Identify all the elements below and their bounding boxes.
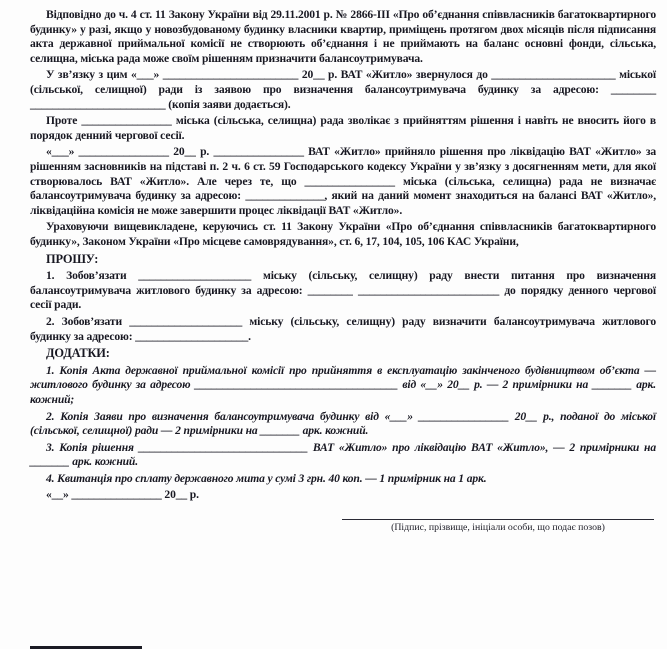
paragraph-application: У зв’язку з цим «___» ________________________ 20__ р. ВАТ «Житло» звернулося до ______________________ міської (сільської, селищної) ради із заявою про визначення балансоутримувача будинку за адресою: ________ ________________________ (копія заяви додається). bbox=[30, 68, 656, 111]
annex-item-1: 1. Копія Акта державної приймальної комісії про прийняття в експлуатацію закінченого будівництвом об’єкта — житлового будинку за адресою ____________________________________ від «__» 20__ р. — 2 примірники на _______ арк. кожний; bbox=[30, 363, 656, 406]
date-line: «__» ________________ 20__ р. bbox=[46, 488, 199, 502]
annex-item-3: 3. Копія рішення ______________________________ ВАТ «Житло» про ліквідацію ВАТ «Житло», — 2 примірники на _______ арк. кожний. bbox=[30, 440, 656, 469]
paragraph-legal-basis: Відповідно до ч. 4 ст. 11 Закону України від 29.11.2001 р. № 2866-III «Про об’єднання співвласників багатоквартирного будинку» у разі, якщо у новозбудованому будинку власники квартир, приміщень протягом двох місяців після підписання акта державної приймальної комісії не створюють об’єднання і не приймають на баланс основні фонди, сільська, селищна, міська рада може своїм рішенням призначити балансоутримувача. bbox=[30, 8, 656, 65]
annex-heading: ДОДАТКИ: bbox=[46, 346, 110, 361]
annex-item-4: 4. Квитанція про сплату державного мита у сумі 3 грн. 40 коп. — 1 примірник на 1 арк. bbox=[46, 471, 487, 485]
request-item-2: 2. Зобов’язати ____________________ міську (сільську, селищну) раду визначити балансоутримувача житлового будинку за адресою: ____________________. bbox=[30, 314, 656, 343]
annex-item-2: 2. Копія Заяви про визначення балансоутримувача будинку від «___» ________________ 20__ р., поданої до міської (сільської, селищної) ради — 2 примірники на _______ арк. кожний. bbox=[30, 409, 656, 438]
paragraph-legal-grounds: Ураховуючи вищевикладене, керуючись ст. 11 Закону України «Про об’єднання співвласників багатоквартирного будинку», Законом України «Про місцеве самоврядування», ст. 6, 17, 104, 105, 106 КАС України, bbox=[30, 220, 656, 248]
request-heading: ПРОШУ: bbox=[46, 251, 99, 266]
signature-block bbox=[342, 519, 654, 534]
paragraph-liquidation: «___» ________________ 20__ р. ________________ ВАТ «Житло» прийняло рішення про ліквідацію ВАТ «Житло» за рішенням засновників на підставі п. 2 ч. 6 ст. 59 Господарського кодексу України у зв’язку з досягненням мети, для якої створювалось ВАТ «Житло». Але через те, що ________________ міська (сільська, селищна) рада не визначає балансоутримувача будинку за адресою: ______________, який на даний момент знаходиться на балансі ВАТ «Житло», ліквідаційна комісія не може завершити процес ліквідації ВАТ «Житло». bbox=[30, 145, 656, 217]
request-item-1: 1. Зобов’язати ____________________ міську (сільську, селищну) раду внести питання про визначення балансоутримувача житлового будинку за адресою: ________ _________________________ до порядку денного чергової сесії ради. bbox=[30, 269, 656, 312]
paragraph-council-delay: Проте ________________ міська (сільська, селищна) рада зволікає з прийняттям рішення і навіть не вносить його в порядок денний чергової сесії. bbox=[30, 114, 656, 142]
signature-caption: (Підпис, прізвище, ініціали особи, що подає позов) bbox=[391, 522, 605, 534]
